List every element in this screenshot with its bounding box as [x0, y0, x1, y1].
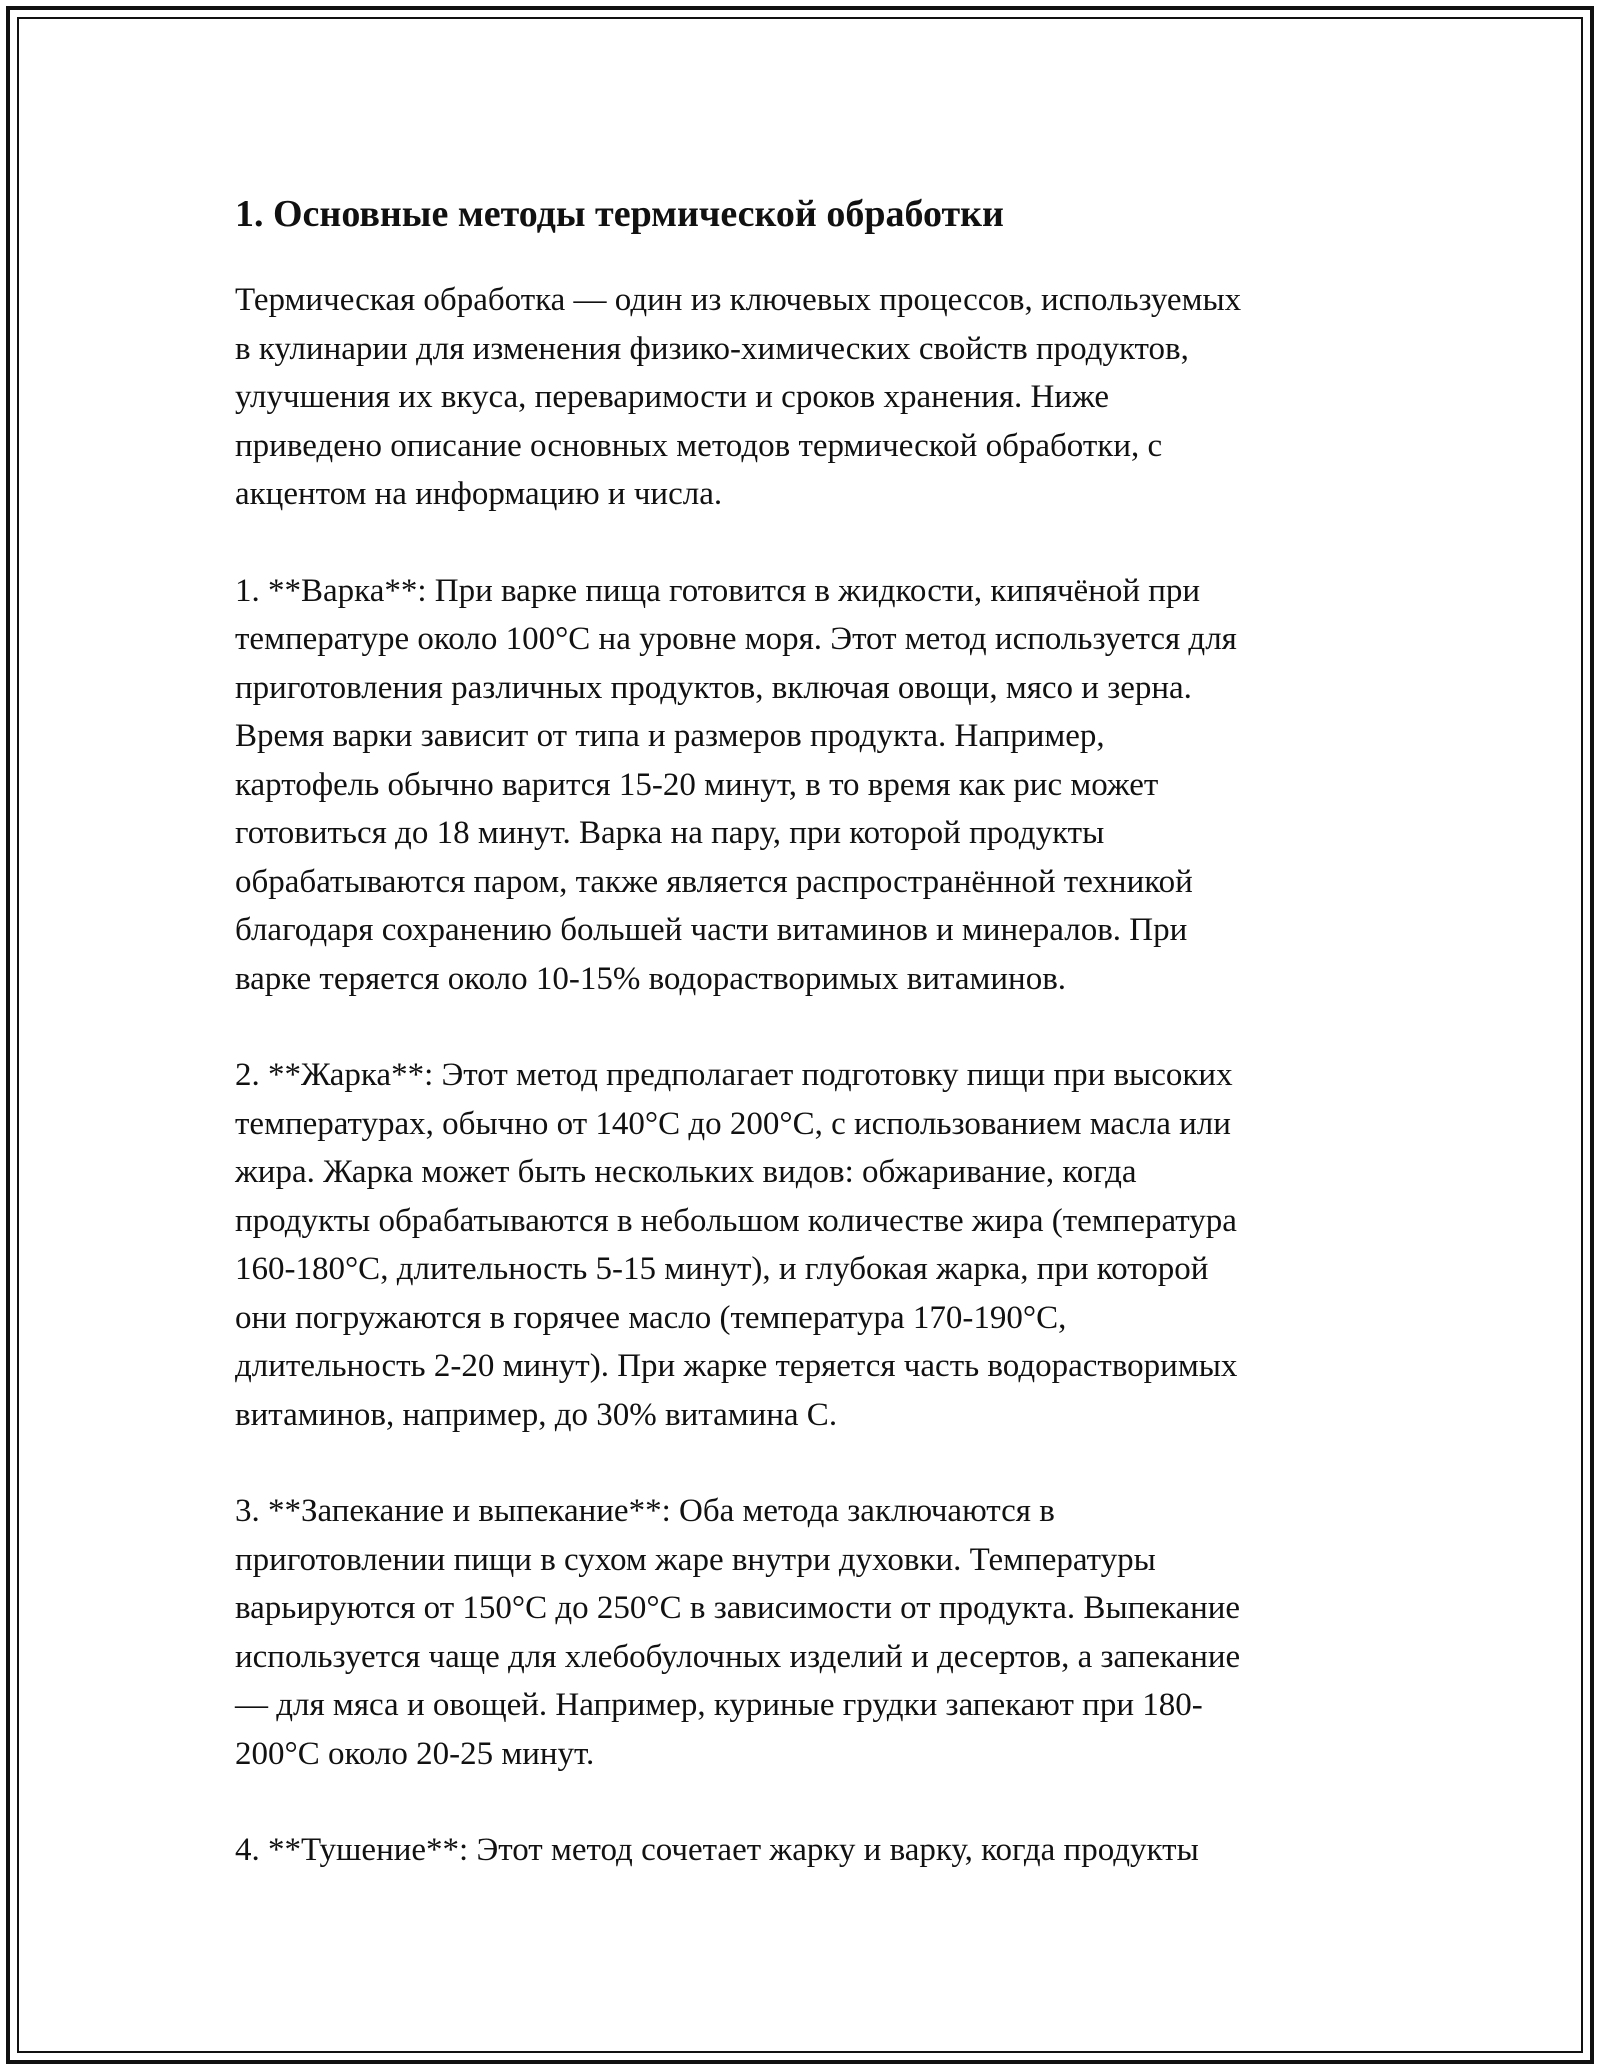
section-heading: 1. Основные методы термической обработки: [235, 193, 1004, 235]
intro-paragraph: Термическая обработка — один из ключевых процессов, используемых в кулинарии для изменения физико-химических свойств продуктов, улучшения их вкуса, переваримости и сроков хранения. Ниже приведено описание основных методов термической обработки, с акцентом на информацию и числа.: [235, 282, 1242, 512]
document-content: [235, 184, 1365, 1923]
boiling-paragraph: 1. **Варка**: При варке пища готовится в жидкости, кипячёной при температуре около 100°C на уровне моря. Этот метод используется для приготовления различных продуктов, включая овощи, мясо и зерна. Время варки зависит от типа и размеров продукта. Например, картофель обычно варится 15-20 минут, в то время как рис может готовиться до 18 минут. Варка на пару, при которой продукты обрабатываются паром, также является распространённой техникой благодаря сохранению большей части витаминов и минералов. При варке теряется около 10-15% водорастворимых витаминов.: [235, 572, 1237, 997]
baking-paragraph: 3. **Запекание и выпекание**: Оба метода заключаются в приготовлении пищи в сухом жаре внутри духовки. Температуры варьируются от 150°C до 250°C в зависимости от продукта. Выпекание используется чаще для хлебобулочных изделий и десертов, а запекание — для мяса и овощей. Например, куриные грудки запекают при 180- 200°C около 20-25 минут.: [235, 1493, 1241, 1772]
frying-paragraph: 2. **Жарка**: Этот метод предполагает подготовку пищи при высоких температурах, обычно от 140°C до 200°C, с использованием масла или жира. Жарка может быть нескольких видов: обжаривание, когда продукты обрабатываются в небольшом количестве жира (температура 160-180°C, длительность 5-15 минут), и глубокая жарка, при которой они погружаются в горячее масло (температура 170-190°C, длительность 2-20 минут). При жарке теряется часть водорастворимых витаминов, например, до 30% витамина C.: [235, 1057, 1238, 1433]
stewing-paragraph: 4. **Тушение**: Этот метод сочетает жарку и варку, когда продукты: [235, 1832, 1199, 1868]
